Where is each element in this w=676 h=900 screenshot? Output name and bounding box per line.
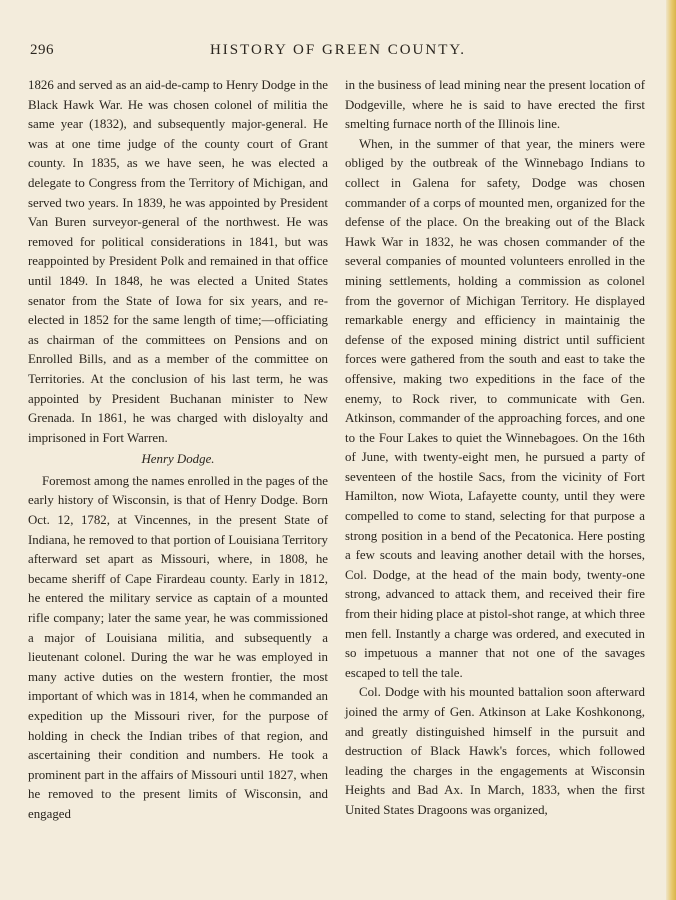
page-header bbox=[26, 42, 650, 64]
paragraph: When, in the summer of that year, the miners were obliged by the outbreak of the Winnebago Indians to collect in Galena for safety, Dodge was chosen commander of a corps of mounted men, organized for the defense of the place. On the breaking out of the Black Hawk War in 1832, he was chosen commander of the several companies of mounted volunteers enrolled in the mining settlements, holding a commission as colonel from the governor of Michigan Territory. He displayed remarkable energy and efficiency in maintainig the defense of the exposed mining district until sufficient forces were gathered from the south and east to take the offensive, making two expeditions in the face of the enemy, to Rock river, to communicate with Gen. Atkinson, commander of the approaching forces, and one to the Four Lakes to quiet the Winnebagoes. On the 16th of June, with twenty-eight men, he pursued a party of seventeen of the hostile Sacs, from the vicinity of Fort Hamilton, now Wiota, Lafayette county, until they were compelled to come to stand, selecting for that purpose a strong position in a bend of the Pecatonica. Here posting a few scouts and leaving another detail with the horses, Col. Dodge, at the head of the main body, twenty-one strong, advanced to attack them, and received their fire from their hiding place at pistol-shot range, at which three men fell. Instantly a charge was ordered, and executed in so impetuous a manner that not one of the savages escaped to tell the tale. bbox=[345, 136, 645, 680]
paragraph: 1826 and served as an aid-de-camp to Henry Dodge in the Black Hawk War. He was chosen colonel of militia the same year (1832), and subsequently major-general. He was at one time judge of the county court of Grant county. In 1835, as we have seen, he was elected a delegate to Congress from the Territory of Michigan, and served two years. In 1839, he was appointed by President Van Buren surveyor-general of the northwest. He was removed for political considerations in 1841, but was reappointed by President Polk and remained in that office until 1849. In 1848, he was elected a United States senator from the State of Iowa for six years, and re-elected in 1852 for the same length of time;—officiating as chairman of the committees on Pensions and on Enrolled Bills, and as a member of the committee on Territories. At the conclusion of his last term, he was appointed by President Buchanan minister to New Grenada. In 1861, he was charged with disloyalty and imprisoned in Fort Warren. bbox=[28, 78, 328, 445]
paragraph: in the business of lead mining near the present location of Dodgeville, where he is said to have erected the first smelting furnace north of the Illinois line. bbox=[345, 78, 645, 132]
right-column bbox=[345, 76, 645, 821]
section-heading: Henry Dodge. bbox=[141, 452, 215, 467]
page-edge bbox=[666, 0, 676, 900]
running-head: HISTORY OF GREEN COUNTY. bbox=[209, 42, 467, 58]
page-number: 296 bbox=[30, 42, 54, 58]
paragraph: Col. Dodge with his mounted battalion soon afterward joined the army of Gen. Atkinson at Lake Koshkonong, and greatly distinguished himself in the pursuit and destruction of Black Hawk's forces, which followed leading the charges in the engagements at Wisconsin Heights and Bad Ax. In March, 1833, when the first United States Dragoons was organized, bbox=[345, 685, 645, 817]
left-column bbox=[28, 76, 328, 825]
paragraph: Foremost among the names enrolled in the pages of the early history of Wisconsin, is that of Henry Dodge. Born Oct. 12, 1782, at Vincennes, in the present State of Indiana, he removed to that portion of Louisiana Territory afterward set apart as Missouri, where, in 1808, he became sheriff of Cape Firardeau county. Early in 1812, he entered the military service as captain of a mounted rifle company; later the same year, he was commissioned a major of Louisiana militia, and subsequently a lieutenant colonel. During the war he was employed in many active duties on the western frontier, the most important of which was in 1814, when he commanded an expedition up the Missouri river, for the purpose of holding in check the Indian tribes of that region, and ascertaining their condition and numbers. He took a prominent part in the affairs of Missouri until 1827, when he removed to the present limits of Wisconsin, and engaged bbox=[28, 473, 328, 821]
